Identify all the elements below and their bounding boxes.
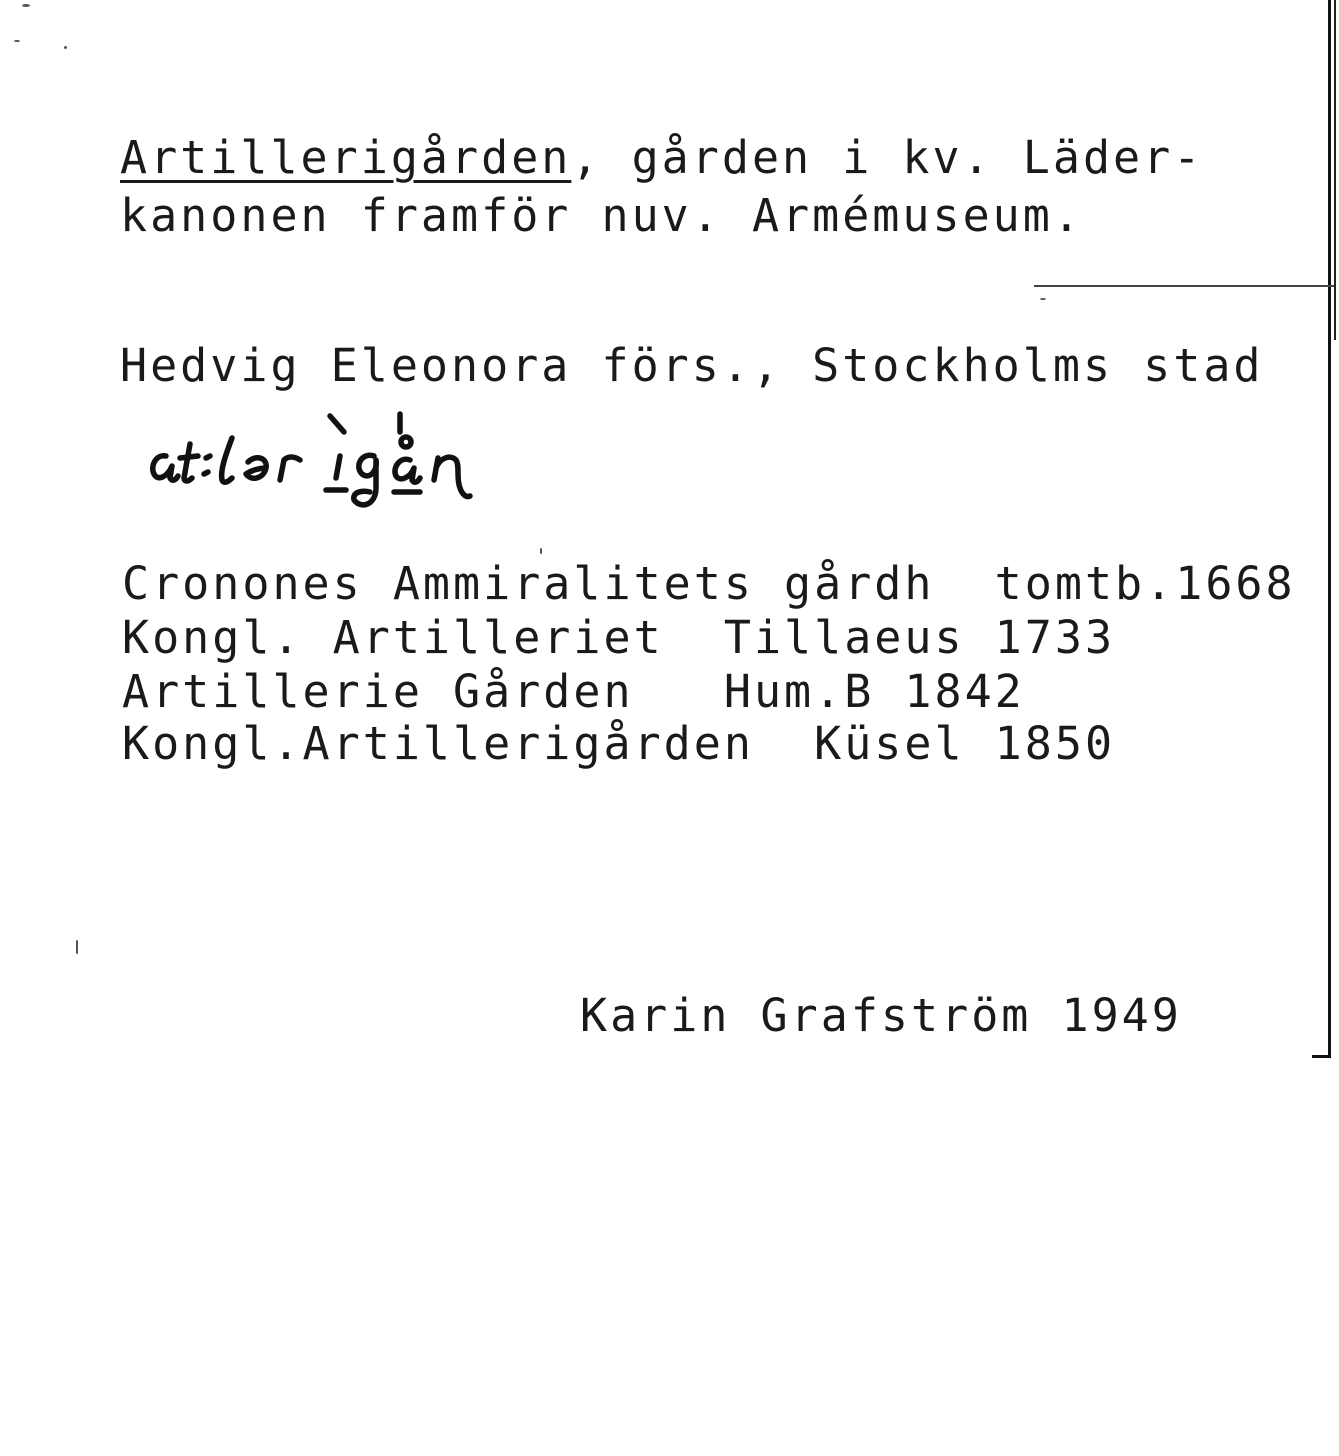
heading-line-1	[120, 132, 1203, 184]
scan-speck	[540, 548, 542, 554]
card-bottom-edge	[1312, 1055, 1331, 1058]
scan-speck	[14, 40, 20, 42]
handwritten-pronunciation	[148, 408, 548, 518]
parish-line: Hedvig Eleonora förs., Stockholms stad	[120, 339, 1264, 392]
scan-speck	[1040, 298, 1046, 300]
source-line-4: Kongl.Artillerigården Küsel 1850	[122, 717, 1116, 770]
heading-line-2: kanonen framför nuv. Armémuseum.	[120, 189, 1083, 242]
card-fold-line	[1034, 285, 1334, 287]
card-right-outer-edge	[1334, 0, 1336, 340]
scan-speck	[22, 4, 30, 7]
scan-speck	[76, 940, 78, 954]
scan-speck	[64, 46, 67, 49]
card-right-edge	[1328, 0, 1331, 1058]
source-line-3: Artillerie Gården Hum.B 1842	[122, 665, 1025, 718]
source-line-1: Cronones Ammiralitets gårdh tomtb.1668	[122, 557, 1296, 610]
source-line-2: Kongl. Artilleriet Tillaeus 1733	[122, 611, 1116, 664]
heading-term: Artillerigården	[120, 131, 572, 184]
signature: Karin Grafström 1949	[580, 989, 1182, 1042]
heading-rest: , gården i kv. Läder-	[571, 131, 1204, 184]
